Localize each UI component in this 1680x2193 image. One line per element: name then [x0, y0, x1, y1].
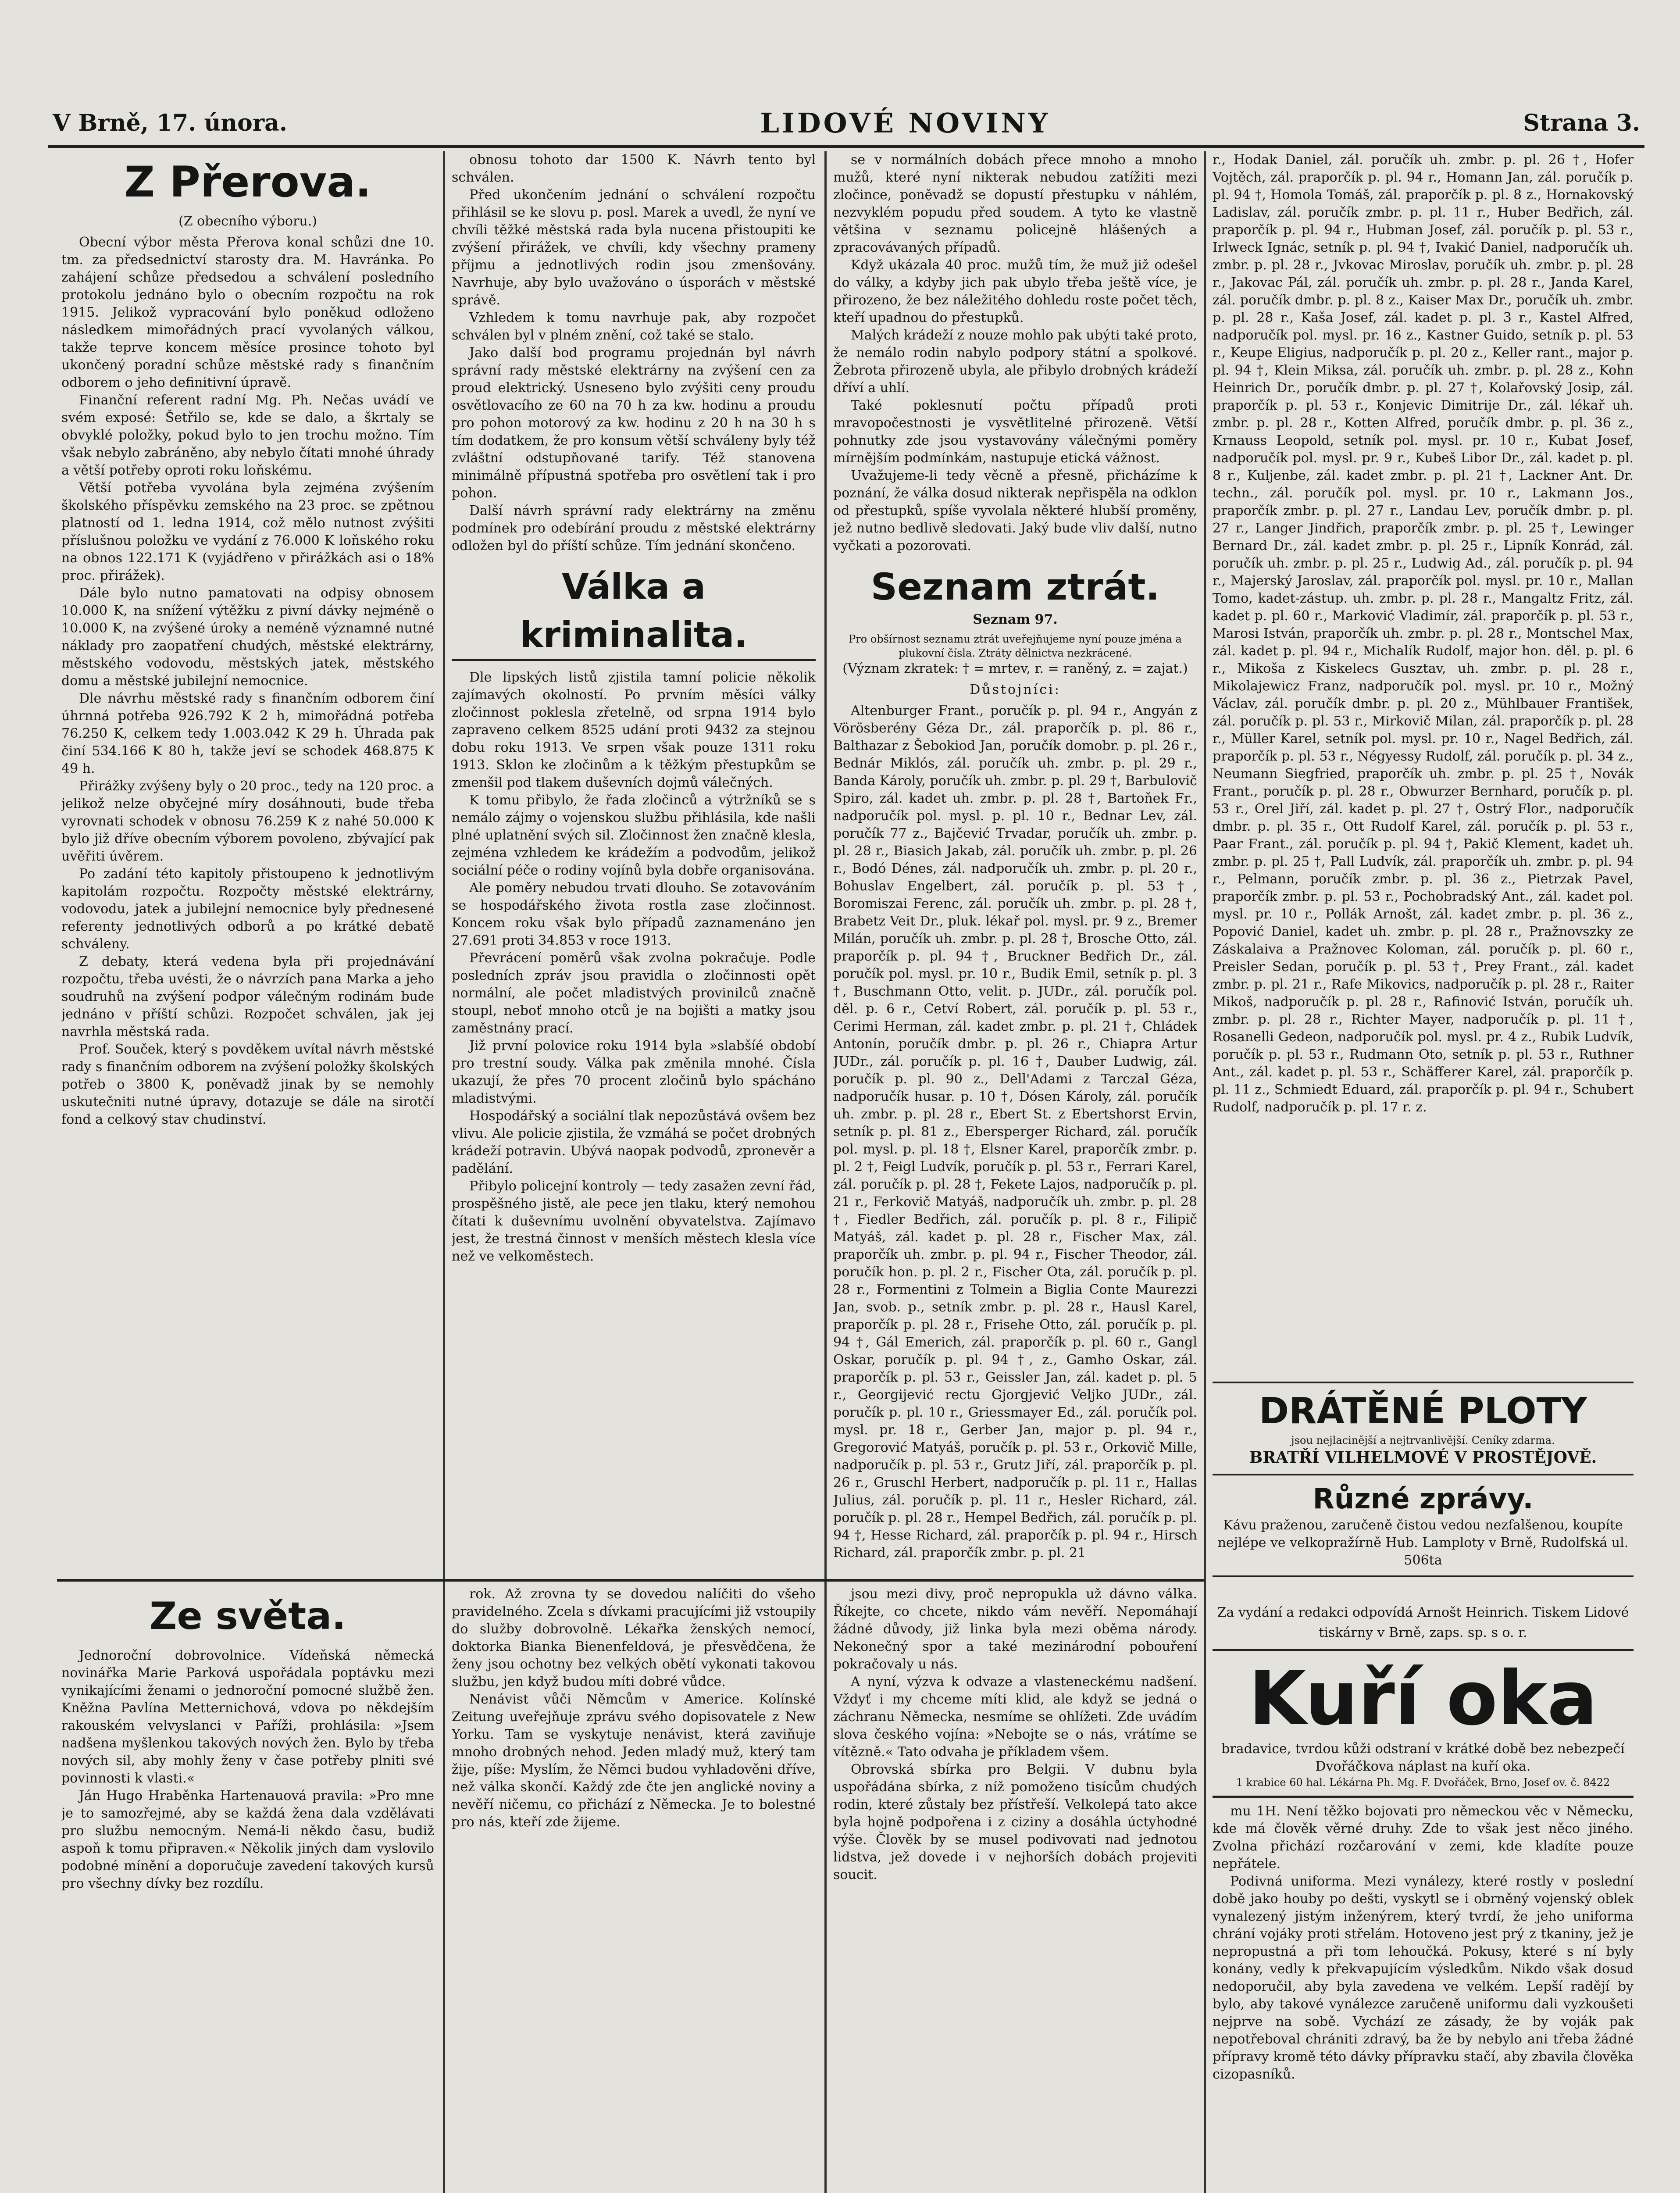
paragraph: Prof. Souček, který s povděkem uvítal návrh městské rady s finančním odborem na zvýšení položky školských potřeb o 3800 K, poněvadž jinak by se nemohly uskutečniti nutné úpravy, dotazuje se dále na sirotčí fond a celkový stav chudinství.: [61, 1042, 434, 1127]
paragraph: Dále bylo nutno pamatovati na odpisy obnosem 10.000 K, na snížení výtěžku z pivní dávky nejméně o 10.000 K, na zvýšené úroky a neméně významné nutné náklady pro zaopatření chudých, městské elektrárny, městského vodovodu, městských jatek, městského domu a městské jubilejní nemocnice.: [61, 586, 434, 689]
loss-list-title: Seznam ztrát.: [870, 565, 1160, 608]
masthead: LIDOVÉ NOVINY: [760, 107, 1051, 139]
article-title: Válka a kriminalita.: [452, 563, 816, 661]
paragraph: Když ukázala 40 proc. mužů tím, že muž již odešel do války, a kdyby jich pak ubylo třeba ještě více, je přirozeno, že bez náležitého dohledu roste počet těch, kteří upadnou do přestupků.: [833, 257, 1197, 325]
loss-list-text: r., Hodak Daniel, zál. poručík uh. zmbr. p. pl. 26 †, Hofer Vojtěch, zál. praporčík p. pl. 94 r., Homann Jan, zál. poručík p. pl. 94 †, Homola Tomáš, zál. praporčík p. pl. 8 z., Hornakovský Ladislav, zál. poručík zmbr. p. pl. 11 r., Huber Bedřich, zál. praporčík p. pl. 94 r., Hubman Josef, zál. poručík p. pl. 53 r., Irlweck Ignác, setník p. pl. 94 †, Ivakić Daniel, nadporučík uh. zmbr. p. pl. 28 r., Jvkovac Miroslav, poručík uh. zmbr. p. pl. 28 r., Jakovac Pál, zál. poručík uh. zmbr. p. pl. 28 r., Janda Karel, zál. poručík dmbr. p. pl. 8 z., Kaiser Max Dr., poručík uh. zmbr. p. pl. 28 r., Kaša Josef, zál. kadet p. pl. 3 r., Kastel Alfred, nadporučík pol. mysl. pr. 16 z., Kastner Guido, setník p. pl. 53 r., Keupe Eligius, nadporučík p. pl. 20 z., Keller rant., major p. pl. 94 †, Klein Miksa, zál. poručík uh. zmbr. p. pl. 28 z., Kohn Heinrich Dr., poručík dmbr. p. pl. 27 †, Kolařovský Josip, zál. praporčík p. pl. 53 r., Konjevic Dimitrije Dr., zál. lékař uh. zmbr. p. pl. 28 r., Kotten Alfred, poručík dmbr. p. pl. 36 z., Krnauss Leopold, setník pol. mysl. pr. 10 r., Kubat Josef, nadporučík pol. mysl. pr. 9 r., Kubeš Libor Dr., zál. kadet p. pl. 8 r., Kuljenbe, zál. kadet zmbr. p. pl. 21 †, Lackner Ant. Dr. techn., zál. poručík pol. mysl. pr. 10 r., Lakmann Jos., praporčík zmbr. p. pl. 27 r., Landau Lev, poručík dmbr. p. pl. 27 r., Langer Jindřich, praporčík zmbr. p. pl. 25 †, Lewinger Bernard Dr., zál. kadet zmbr. p. pl. 25 r., Lipník Konrád, zál. poručík uh. zmbr. p. pl. 25 r., Ludwig Ad., zál. poručík p. pl. 94 r., Majerský Jaroslav, zál. praporčík pol. mysl. pr. 10 r., Mallan Tomo, kadet-zástup. uh. zmbr. p. pl. 28 r., Mangaltz Fritz, zál. kadet p. pl. 60 r., Marković Vladimír, zál. praporčík p. pl. 53 r., Marosi István, praporčík uh. zmbr. p. pl. 28 r., Montschel Max, zál. kadet p. pl. 94 r., Michalík Rudolf, major hon. děl. p. pl. 6 r., Mikoša z Kiskelecs Gusztav, uh. zmbr. p. pl. 28 r., Mikolajewicz Franz, nadporučík pol. mysl. pr. 10 r., Možný Václav, zál. poručík dmbr. p. pl. 20 z., Mühlbauer František, zál. poručík p. pl. 53 r., Mirkovič Milan, zál. praporčík p. pl. 28 r., Müller Karel, setník pol. mysl. pr. 10 r., Nagel Bedřich, zál. praporčík p. pl. 53 r., Négyessy Rudolf, zál. poručík p. pl. 34 z., Neumann Siegfried, praporčík uh. zmbr. p. pl. 25 †, Novák Frant., poručík p. pl. 28 r., Obwurzer Bernhard, poručík p. pl. 53 r., Orel Jiří, zál. kadet p. pl. 27 †, Ostrý Flor., nadporučík dmbr. p. pl. 35 r., Ott Rudolf Karel, zál. poručík p. pl. 53 r., Paar Frant., zál. poručík p. pl. 94 †, Pakič Klement, kadet uh. zmbr. p. pl. 25 †, Pall Ludvík, zál. praporčík uh. zmbr. p. pl. 94 r., Pelmann, poručík zmbr. p. pl. 36 z., Pietrzak Pavel, praporčík zmbr. p. pl. 53 r., Pochobradský Ant., zál. kadet pol. mysl. pr. 10 r., Pollák Arnošt, zál. kadet zmbr. p. pl. 36 z., Popović Daniel, kadet uh. zmbr. p. pl. 28 r., Pražnovszky ze Záskalaiva a Pražnovec Koloman, zál. poručík p. pl. 60 r., Preisler Sedan, poručík p. pl. 53 †, Prey Frant., zál. kadet zmbr. p. pl. 21 r., Rafe Mikovics, nadporučík p. pl. 28 r., Raiter Mikoš, nadporučík p. pl. 28 r., Rafinović István, poručík uh. zmbr. p. pl. 28 r., Richter Mayer, nadporučík p. pl. 11 †, Rosanelli Gedeon, nadporučík pol. mysl. pr. 4 z., Rubik Ludvík, poručík p. pl. 53 r., Rudmann Oto, setník p. pl. 53 r., Ruthner Ant., zál. kadet p. pl. 53 r., Schäfferer Karel, zál. praporčík p. pl. 11 z., Schmiedt Eduard, zál. praporčík p. pl. 94 r., Schubert Rudolf, nadporučík p. pl. 17 r. z.: [1213, 152, 1634, 1115]
paragraph: K tomu přibylo, že řada zločinců a výtržníků se s nemálo zájmy o vojenskou službu přihlásila, kde našli plné uplatnění svých sil. Zločinnost žen značně klesla, zejména vzhledem ke krádežím a podvodům, jelikož sociální péče o rodiny vojínů byla dobře organisována.: [452, 793, 816, 878]
imprint: [1213, 1597, 1634, 1651]
paragraph: Také poklesnutí počtu případů proti mravopočestnosti je vysvětlitelné přirozeně. Větší pohnutky zde jsou vystavovány válečnými poměry mírnějším podmínkám, nastupuje etická vážnost.: [833, 398, 1197, 466]
imprint-text: Za vydání a redakci odpovídá Arnošt Heinrich. Tiskem Lidové tiskárny v Brně, zaps. sp. s o. r.: [1217, 1605, 1629, 1640]
ad-corn: [1213, 1651, 1634, 1798]
ad-various-news: [1213, 1475, 1634, 1577]
ad-title: Kuří oka: [1248, 1655, 1598, 1742]
article-title: Z Přerova.: [124, 157, 371, 207]
paragraph: Již první polovice roku 1914 byla »slabšíé období pro trestní soudy. Válka pak změnila mnohé. Čísla ukazují, že přes 70 procent zločinů bylo spácháno mladistvými.: [452, 1038, 816, 1106]
paragraph: Uvažujeme-li tedy věcně a přesně, přicházíme k poznání, že válka dosud nikterak nepřispěla na odklon od přestupků, spíše vyvolala některé hlubší proměny, jež nutno bedlivě sledovati. Jaký bude vliv další, nutno vyčkati a pozorovati.: [833, 468, 1197, 554]
paragraph: Další návrh správní rady elektrárny na změnu podmínek pro odebírání proudu z městské elektrárny odložen byl do příští schůze. Tím jednání skončeno.: [452, 503, 816, 554]
article-continuation: [833, 1586, 1197, 2193]
loss-list-continuation: [1213, 151, 1634, 1379]
article-continuation: [452, 151, 816, 1572]
loss-list-legend: (Význam zkratek: † = mrtev, r. = raněný, z. = zajat.): [842, 661, 1188, 676]
paragraph: Před ukončením jednání o schválení rozpočtu přihlásil se ke slovu p. posl. Marek a uvedl, že nyní ve chvíli těžké městská rada byla nucena přistoupiti ke zvýšení přirážek, ve chvíli, kdy všechny prameny příjmu a jednotlivých rodin jsou zmenšovány. Navrhuje, aby bylo uvažováno o úsporách v městské správě.: [452, 187, 816, 308]
ads-block-2: [1213, 1597, 1634, 2193]
ad-text: jsou nejlacinější a nejtrvanlivější. Ceníky zdarma.: [1291, 1434, 1555, 1447]
page-header: [53, 103, 1640, 143]
ad-text: bradavice, tvrdou kůži odstraní v krátké době bez nebezpečí Dvořáčkova náplast na kuří oka.: [1221, 1741, 1625, 1774]
ads-block: [1213, 1382, 1634, 1592]
ad-wire-fences: [1213, 1382, 1634, 1475]
paragraph: Přirážky zvýšeny byly o 20 proc., tedy na 120 proc. a jelikož nelze obyčejné míry dosáhnouti, bude třeba vyrovnati schodek v obnosu 76.259 K z nahé 50.000 K bylo již dříve obecním výborem povoleno, zbývající pak uvěřiti úvěrem.: [61, 779, 434, 864]
header-date: V Brně, 17. února.: [53, 109, 287, 136]
column-divider: [443, 151, 445, 2193]
article-ze-sveta: [61, 1586, 434, 2193]
page-number: Strana 3.: [1523, 109, 1640, 136]
ad-text: Kávu praženou, zaručeně čistou vedou nezfalšenou, koupíte nejlépe ve velkopražírně Hub. Lamploty v Brně, Rudolfská ul. 506ta: [1217, 1518, 1629, 1568]
loss-list-section: [833, 151, 1197, 1572]
paragraph: jsou mezi divy, proč nepropukla už dávno válka. Říkejte, co chcete, nikdo vám nevěří. Nepomáhají žádné důvody, již linka byla mezi oběma národy. Nekonečný spor a také mezinárodní pobouření pokračovaly u nás.: [833, 1586, 1197, 1672]
column-divider: [1204, 151, 1206, 2193]
paragraph: Obecní výbor města Přerova konal schůzi dne 10. tm. za předsednictví starosty dra. M. Havránka. Po zahájení schůze předsedou a schválení posledního protokolu jednáno bylo o obecním rozpočtu na rok 1915. Jelikož vypracování bylo poněkud odloženo následkem mimořádných prací vyvolaných válkou, takže teprve koncem měsíce prosince tohoto byl ukončený poradní schůze městské rady s finančním odborem o jeho definitivní úpravě.: [61, 235, 434, 390]
paragraph: rok. Až zrovna ty se dovedou nalíčiti do všeho pravidelného. Zcela s dívkami pracujícími již vstoupily do služby dobrovolně. Lékařka ženských nemocí, doktorka Bianka Bienenfeldová, je přesvědčena, že ženy jsou ochotny bez velkých obětí vykonati takovou službu, jen když budou míti dobré vůdce.: [452, 1586, 816, 1689]
paragraph: Z debaty, která vedena byla při projednávání rozpočtu, třeba uvésti, že o návrzích pana Marka a jeho soudruhů na zvýšení podpor válečným rodinám bude jednáno v příští schůzi. Rozpočet schválen, jak jej navrhla městská rada.: [61, 954, 434, 1039]
paragraph: mu 1H. Není těžko bojovati pro německou věc v Německu, kde má člověk věrné druhy. Zde to však jest něco jiného. Zvolna přichází rozčarování v zemi, kde kladíte pouze nepřátele.: [1213, 1804, 1634, 1872]
paragraph: Malých krádeží z nouze mohlo pak ubýti také proto, že nemálo rodin nabylo podpory státní a spolkové. Žebrota přirozeně ubyla, ale přibylo drobných krádeží dříví a uhlí.: [833, 328, 1197, 396]
header-rule: [48, 145, 1644, 148]
paragraph: Větší potřeba vyvolána byla zejména zvýšením školského příspěvku zemského na 23 proc. se zpětnou platností od 1. ledna 1914, což mělo nutnost zvýšiti příslušnou položku ve vydání z 76.000 K loňského roku na obnos 122.171 K (vyjádřeno v přirážkách asi o 18% proc. přirážek).: [61, 480, 434, 583]
column-divider: [824, 151, 827, 2193]
paragraph: obnosu tohoto dar 1500 K. Návrh tento byl schválen.: [452, 152, 816, 185]
paragraph: Finanční referent radní Mg. Ph. Nečas uvádí ve svém exposé: Šetřilo se, kde se dalo, a škrtaly se obvyklé položky, pokud bylo to jen trochu možno. Tím však nebylo zabráněno, aby nebylo čítati mnohé úhrady a větší potřeby oproti roku loňskému.: [61, 393, 434, 478]
paragraph: Nenávist vůči Němcům v Americe. Kolínské Zeitung uveřejňuje zprávu svého dopisovatele z New Yorku. Tam se vyskytuje nenávist, která zaviňuje mnoho drobných nehod. Jeden mladý muž, který tam žije, píše: Myslím, že Němci budou vyhladověni dříve, než válka skončí. Každý zde čte jen anglické noviny a nevěří ničemu, co přichází z Německa. Je to bolestné pro nás, kteří zde žijeme.: [452, 1692, 816, 1830]
loss-list-number: Seznam 97.: [973, 612, 1058, 627]
paragraph: A nyní, výzva k odvaze a vlasteneckému nadšení. Vždyť i my chceme míti klid, ale když se jedná o záchranu Německa, nesmíme se ohlížeti. Zde uvádím slova českého vojína: »Nebojte se o nás, vrátíme se vítězně.« Tato odvaha je příkladem všem.: [833, 1674, 1197, 1760]
paragraph: Jako další bod programu projednán byl návrh správní rady městské elektrárny na zvýšení cen za proud elektrický. Usneseno bylo zvýšiti ceny proudu osvětlovacího ze 60 na 70 h za kw. hodinu a proudu pro pohon motorový za kw. hodinu z 20 h na 30 h s tím dodatkem, že pro konsum větší schváleny byly též zvláštní odstupňované tarify. Též stanovena minimálně přípustná spotřeba pro osvětlení tak i pro pohon.: [452, 345, 816, 501]
paragraph: Vzhledem k tomu navrhuje pak, aby rozpočet schválen byl v plném znění, což také se stalo.: [452, 310, 816, 343]
paragraph: Přibylo policejní kontroly — tedy zasažen zevní řád, prospěšného jistě, ale pece jen tlaku, který nemohou čítati k duševnímu uvolnění obyvatelstva. Zajímavo jest, že trestná činnost v menších městech klesla více než ve velkoměstech.: [452, 1179, 816, 1264]
paragraph: Po zadání této kapitoly přistoupeno k jednotlivým kapitolám rozpočtu. Rozpočty městské elektrárny, vodovodu, jatek a jubilejní nemocnice byly přednesené referenty jednotlivých odborů a po krátké debatě schváleny.: [61, 866, 434, 952]
paragraph: Hospodářský a sociální tlak nepozůstává ovšem bez vlivu. Ale policie zjistila, že vzmáhá se počet drobných krádeží potravin. Ubývá naopak podvodů, zpronevěr a padělání.: [452, 1108, 816, 1176]
paragraph: Dle návrhu městské rady s finančním odborem činí úhrnná potřeba 926.792 K 2 h, mimořádná potřeba 76.250 K, celkem tedy 1.003.042 K 29 h. Úhrada pak činí 534.166 K 80 h, takže jeví se schodek 468.875 K 49 h.: [61, 691, 434, 776]
loss-list-note: Pro obšírnost seznamu ztrát uveřejňujeme nyní pouze jména a plukovní čísla. Ztráty dělnictva nezkrácené.: [849, 633, 1182, 659]
article-title: Ze světa.: [149, 1594, 346, 1638]
paragraph: Podivná uniforma. Mezi vynálezy, které rostly v poslední době jako houby po dešti, vyskytl se i obrněný vojenský oblek vynalezený jistým inženýrem, který tvrdí, že jeho uniforma chrání vojáky proti střelám. Hotoveno jest prý z tkaniny, jež je nepropustná a při tom lehoučká. Pokusy, které s ní byly konány, vedly k překvapujícím výsledkům. Nikdo však dosud nedoporučil, aby byla zavedena ve velkém. Lepší radějí by bylo, aby takové vynálezce zaručeně uniformu dali vyzkoušeti nejprve na sobě. Vychází ze zásady, že by voják pak nepotřeboval chrániti zdravý, ba že by nebylo ani třeba žádné přípravy kromě této dávky přípravku stačí, aby zbavila člověka cizopasníků.: [1213, 1874, 1634, 2082]
section-rule: [57, 1579, 1204, 1582]
loss-list-section: Důstojníci:: [970, 682, 1061, 697]
ad-company: BRATŘÍ VILHELMOVÉ V PROSTĚJOVĚ.: [1249, 1448, 1597, 1467]
ad-title: DRÁTĚNÉ PLOTY: [1259, 1390, 1587, 1432]
article-prerov: [61, 151, 434, 1572]
paragraph: Obrovská sbírka pro Belgii. V dubnu byla uspořádána sbírka, z níž pomoženo tisícům chudých rodin, které zůstaly bez přístřeší. Velkolepá tato akce byla hojně podpořena i z ciziny a dosáhla úctyhodné výše. Člověk by se musel podivovati nad jednotou lidstva, jež dovede i v nejhorších dobách projeviti soucit.: [833, 1762, 1197, 1882]
paragraph: Jednoroční dobrovolnice. Vídeňská německá novinářka Marie Parková uspořádala poptávku mezi vynikajícími ženami o jednoroční pomocné službě žen. Kněžna Pavlína Metternichová, vdova po někdejším rakouském velvyslanci v Paříži, prohlásila: »Jsem nadšena myšlenkou takových nových žen. Bylo by třeba nových sil, aby mohly ženy v čase potřeby plniti své povinnosti k vlasti.«: [61, 1648, 434, 1786]
loss-list-text: Altenburger Frant., poručík p. pl. 94 r., Angyán z Vörösberény Géza Dr., zál. praporčík p. pl. 86 r., Balthazar z Šebokiod Jan, poručík domobr. p. pl. 26 r., Bednár Miklós, zál. poručík uh. zmbr. p. pl. 29 r., Banda Károly, poručík uh. zmbr. p. pl. 29 †, Barbulovič Spiro, zál. kadet uh. zmbr. p. pl. 28 †, Bartoňek Fr., nadporučík pol. mysl. p. pl. 10 r., Bednar Lev, zál. poručík 77 z., Bajčević Trvadar, poručík uh. zmbr. p. pl. 28 r., Biasich Jakab, zál. poručík uh. zmbr. p. pl. 26 r., Bodó Dénes, zál. nadporučík uh. zmbr. p. pl. 20 r., Bohuslav Engelbert, zál. poručík p. pl. 53 †, Boromiszai Ferenc, zál. poručík uh. zmbr. p. pl. 28 †, Brabetz Veit Dr., pluk. lékař pol. mysl. pr. 9 z., Bremer Milán, poručík uh. zmbr. p. pl. 28 †, Brosche Otto, zál. praporčík p. pl. 94 †, Bruckner Bedřich Dr., zál. poručík pol. mysl. pr. 10 r., Budik Emil, setník p. pl. 3 †, Buschmann Otto, velit. p. JUDr., zál. poručík pol. děl. p. 6 r., Cetví Robert, zál. poručík p. pl. 53 r., Cerimi Herman, zál. kadet zmbr. p. pl. 21 †, Chládek Antonín, poručík dmbr. p. pl. 26 r., Chiapra Artur JUDr., zál. poručík p. pl. 16 †, Dauber Ludwig, zál. poručík p. pl. 90 z., Dell'Adami z Tarczal Géza, nadporučík husar. p. 10 †, Dósen Károly, zál. poručík uh. zmbr. p. pl. 28 r., Ebert St. z Ebertshorst Ervin, setník p. pl. 81 z., Ebersperger Richard, zál. poručík pol. mysl. p. pl. 18 †, Elsner Karel, praporčík zmbr. p. pl. 2 †, Feigl Ludvík, poručík p. pl. 53 r., Ferrari Karel, zál. poručík p. pl. 28 †, Fekete Lajos, nadporučík p. pl. 21 r., Ferkovič Matyáš, nadporučík uh. zmbr. p. pl. 28 †, Fiedler Bedřich, zál. poručík p. pl. 8 r., Filipič Matyáš, zál. kadet p. pl. 28 r., Fischer Max, zál. praporčík uh. zmbr. p. pl. 94 r., Fischer Theodor, zál. poručík hon. p. pl. 2 r., Fischer Ota, zál. poručík p. pl. 28 r., Formentini z Tolmein a Biglia Conte Maurezzi Jan, svob. p., setník zmbr. p. pl. 28 r., Hausl Karel, praporčík p. pl. 28 r., Frisehe Otto, zál. poručík p. pl. 94 †, Gál Emerich, zál. praporčík p. pl. 60 r., Gangl Oskar, poručík p. pl. 94 †, z., Gamho Oskar, zál. praporčík p. pl. 53 r., Geissler Jan, zál. kadet p. pl. 5 r., Georgijević rectu Gjorgjević Veljko JUDr., zál. poručík p. pl. 10 r., Griessmayer Ed., zál. poručík pol. mysl. pr. 18 r., Gerber Jan, major p. pl. 94 r., Gregorović Matyáš, poručík p. pl. 53 r., Orkovič Mille, nadporučík p. pl. 53 r., Grutz Jiří, zál. praporčík p. pl. 26 r., Gruschl Herbert, nadporučík p. pl. 11 r., Hallas Julius, zál. poručík p. pl. 11 r., Hesler Richard, zál. poručík p. pl. 28 r., Hempel Bedřich, zál. poručík p. pl. 94 †, Hesse Richard, zál. praporčík p. pl. 94 r., Hirsch Richard, zál. praporčík zmbr. p. pl. 21: [833, 703, 1197, 1561]
paragraph: Ján Hugo Hraběnka Hartenauová pravila: »Pro mne je to samozřejmé, aby se každá žena dala vzdělávati pro službu nemocným. Nemá-li někdo času, budiž aspoň k tomu připraven.« Několik jiných dam vyslovilo podobné mínění a doporučuje zavedení takových kursů pro všechny dívky bez rozdílu.: [61, 1788, 434, 1891]
paragraph: Ale poměry nebudou trvati dlouho. Se zotavováním se hospodářského života rostla zase zločinnost. Koncem roku však bylo případů zaznamenáno jen 27.691 proti 34.853 v roce 1913.: [452, 880, 816, 948]
ad-price: 1 krabice 60 hal. Lékárna Ph. Mg. F. Dvořáček, Brno, Josef ov. č. 8422: [1236, 1776, 1610, 1789]
paragraph: Převrácení poměrů však zvolna pokračuje. Podle posledních zpráv jsou pravidla o zločinnosti opět normální, ale počet mladistvých provinilců značně stoupl, neboť mnoho otců je na bojišti a matky jsou zaměstnány prací.: [452, 950, 816, 1036]
paragraph: se v normálních dobách přece mnoho a mnoho mužů, které nyní nikterak nebudou zatížiti mezi zločince, poněvadž se dopustí přestupku v náhlém, nezvyklém popudu před soudem. A tyto ke vlastně většina v seznamu policejně hlášených a zpracovávaných případů.: [833, 152, 1197, 255]
ad-title: Různé zprávy.: [1313, 1483, 1534, 1515]
paragraph: Dle lipských listů zjistila tamní policie několik zajímavých okolností. Po prvním měsíci války zločinnost poklesla zřetelně, od srpna 1914 bylo zapraveno celkem 8525 udání proti 9432 za stejnou dobu roku 1913. Ve srpen však pouze 1311 roku 1913. Sklon ke zločinům a k těžkým přestupkům se zmenšil pod tlakem duševních dojmů válečných.: [452, 670, 816, 790]
article-continuation: [452, 1586, 816, 2193]
article-subtitle: (Z obecního výboru.): [178, 214, 317, 229]
